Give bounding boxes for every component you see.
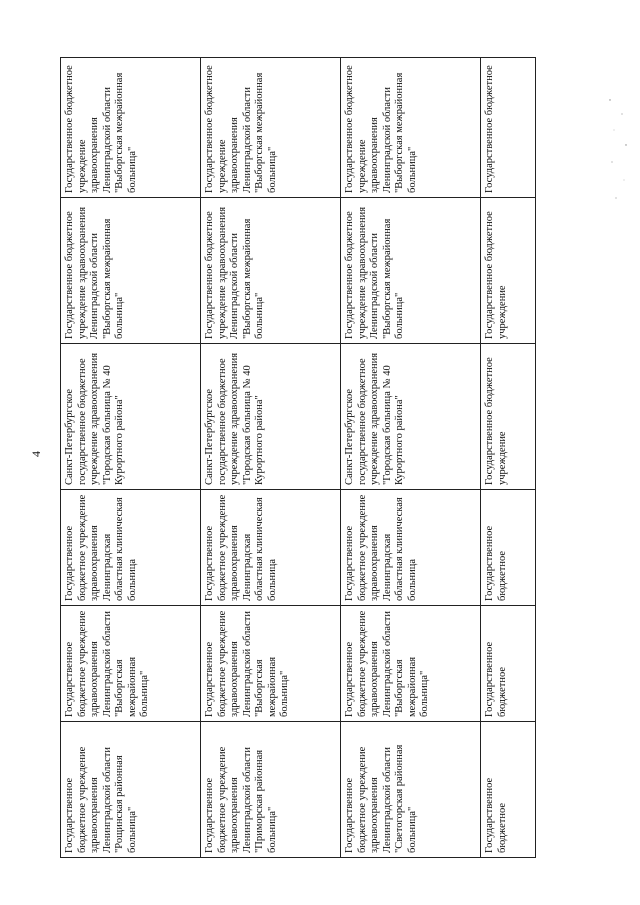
table-cell: Государственное бюджетное учреждение здравоохранения Ленинградской области "Выборгская межрайонная больница" (341, 198, 481, 344)
table-cell: Государственное бюджетное учреждение здравоохранения Ленинградской области "Светогорская районная больница" (341, 722, 481, 858)
table-cell: Государственное бюджетное учреждение здравоохранения Ленинградской области "Выборгская межрайонная больница" (61, 606, 201, 722)
table-cell: Государственное бюджетное учреждение здравоохранения Ленинградской области "Выборгская межрайонная больница" (61, 198, 201, 344)
table-row (201, 58, 341, 858)
hospital-routing-table-wrapper (60, 58, 535, 858)
table-cell: Государственное бюджетное учреждение здравоохранения Ленинградской области "Выборгская межрайонная больница" (201, 198, 341, 344)
table-row (481, 58, 536, 858)
hospital-routing-table (60, 57, 536, 858)
table-cell: Государственное бюджетное (481, 722, 536, 858)
table-cell: Санкт-Петербургское государственное бюджетное учреждение здравоохранения "Городская больница № 40 Курортного района" (341, 344, 481, 490)
table-cell: Государственное бюджетное (481, 58, 536, 198)
table-cell: Государственное бюджетное учреждение (481, 198, 536, 344)
table-row (341, 58, 481, 858)
table-cell: Государственное бюджетное учреждение здравоохранения Ленинградской области "Выборгская межрайонная больница" (61, 58, 201, 198)
table-cell: Государственное бюджетное учреждение здравоохранения Ленинградской области "Выборгская межрайонная больница" (201, 58, 341, 198)
table-cell: Государственное бюджетное учреждение здравоохранения Ленинградской области "Рощинская районная больница" (61, 722, 201, 858)
table-cell: Санкт-Петербургское государственное бюджетное учреждение здравоохранения "Городская больница № 40 Курортного района" (201, 344, 341, 490)
page-number: 4 (29, 451, 43, 457)
table-row (61, 58, 201, 858)
table-cell: Государственное бюджетное учреждение (481, 344, 536, 490)
table-cell: Государственное бюджетное учреждение здравоохранения Ленинградской области "Выборгская межрайонная больница" (341, 606, 481, 722)
table-cell: Государственное бюджетное учреждение здравоохранения Ленинградской области "Приморская районная больница" (201, 722, 341, 858)
table-cell: Государственное бюджетное учреждение здравоохранения Ленинградской области "Выборгская межрайонная больница" (341, 58, 481, 198)
scan-noise (604, 90, 634, 210)
table-cell: Государственное бюджетное учреждение здравоохранения Ленинградской области "Выборгская межрайонная больница" (201, 606, 341, 722)
table-cell: Санкт-Петербургское государственное бюджетное учреждение здравоохранения "Городская больница № 40 Курортного района" (61, 344, 201, 490)
table-cell: Государственное бюджетное учреждение здравоохранения Ленинградская областная клиническая больница (61, 490, 201, 606)
table-cell: Государственное бюджетное учреждение здравоохранения Ленинградская областная клиническая больница (201, 490, 341, 606)
table-cell: Государственное бюджетное учреждение здравоохранения Ленинградская областная клиническая больница (341, 490, 481, 606)
table-cell: Государственное бюджетное (481, 606, 536, 722)
table-cell: Государственное бюджетное (481, 490, 536, 606)
